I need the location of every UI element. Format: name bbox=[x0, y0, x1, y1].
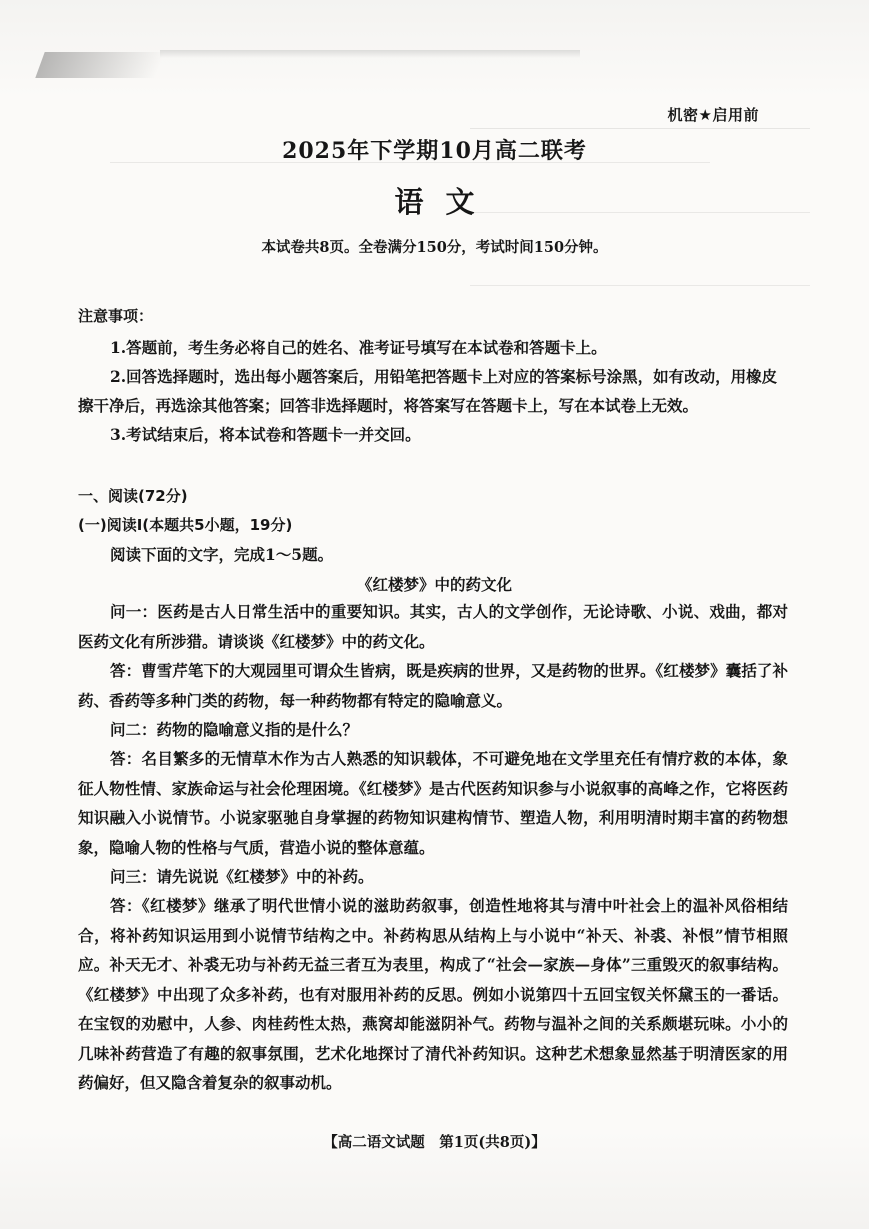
confidential-mark: 机密★启用前 bbox=[667, 106, 759, 124]
notice-item: 3.考试结束后，将本试卷和答题卡一并交回。 bbox=[110, 425, 421, 444]
bleed-through bbox=[470, 285, 810, 287]
exam-title: 2025年下学期10月高二联考 bbox=[282, 138, 587, 164]
subsection-heading: (一)阅读Ⅰ(本题共5小题，19分) bbox=[78, 516, 293, 534]
subject-title: 语文 bbox=[394, 185, 497, 219]
article-paragraph: 问二：药物的隐喻意义指的是什么？ bbox=[110, 720, 359, 739]
notice-heading: 注意事项： bbox=[78, 307, 154, 325]
notice-item: 2.回答选择题时，选出每小题答案后，用铅笔把答题卡上对应的答案标号涂黑，如有改动，用橡皮擦干净后，再选涂其他答案；回答非选择题时，将答案写在答题卡上，写在本试卷上无效。 bbox=[78, 367, 778, 415]
reading-instruction: 阅读下面的文字，完成1～5题。 bbox=[110, 545, 334, 564]
bleed-through bbox=[470, 128, 810, 130]
scan-shadow-top bbox=[160, 50, 580, 58]
exam-info: 本试卷共8页。全卷满分150分，考试时间150分钟。 bbox=[261, 239, 608, 256]
notice-item: 1.答题前，考生务必将自己的姓名、准考证号填写在本试卷和答题卡上。 bbox=[110, 338, 607, 357]
page-footer: 【高二语文试题 第1页(共8页)】 bbox=[323, 1134, 546, 1151]
scan-shadow bbox=[35, 52, 164, 78]
article-title: 《红楼梦》中的药文化 bbox=[356, 575, 512, 594]
article-paragraph: 问一：医药是古人日常生活中的重要知识。其实，古人的文学创作，无论诗歌、小说、戏曲，都对医药文化有所涉猎。请谈谈《红楼梦》中的药文化。 bbox=[78, 602, 788, 651]
article-paragraph: 问三：请先说说《红楼梦》中的补药。 bbox=[110, 867, 374, 886]
section-heading: 一、阅读(72分) bbox=[78, 487, 188, 505]
article-paragraph: 答：《红楼梦》继承了明代世情小说的滋助药叙事，创造性地将其与清中叶社会上的温补风俗相结合，将补药知识运用到小说情节结构之中。补药构思从结构上与小说中“补天、补裘、补恨”情节相照应。补天无才、补裘无功与补药无益三者互为表里，构成了“社会—家族—身体”三重毁灭的叙事结构。《红楼梦》中出现了众多补药，也有对服用补药的反思。例如小说第四十五回宝钗关怀黛玉的一番话。在宝钗的劝慰中，人参、肉桂药性太热，燕窝却能滋阴补气。药物与温补之间的关系颇堪玩味。小小的几味补药营造了有趣的叙事氛围，艺术化地探讨了清代补药知识。这种艺术想象显然基于明清医家的用药偏好，但又隐含着复杂的叙事动机。 bbox=[78, 896, 788, 1092]
article-paragraph: 答：曹雪芹笔下的大观园里可谓众生皆病，既是疾病的世界，又是药物的世界。《红楼梦》囊括了补药、香药等多种门类的药物，每一种药物都有特定的隐喻意义。 bbox=[78, 661, 788, 710]
article-paragraph: 答：名目繁多的无情草木作为古人熟悉的知识载体，不可避免地在文学里充任有情疗救的本体，象征人物性情、家族命运与社会伦理困境。《红楼梦》是古代医药知识参与小说叙事的高峰之作，它将医药知识融入小说情节。小说家驱驰自身掌握的药物知识建构情节、塑造人物，利用明清时期丰富的药物想象，隐喻人物的性格与气质，营造小说的整体意蕴。 bbox=[78, 749, 788, 857]
